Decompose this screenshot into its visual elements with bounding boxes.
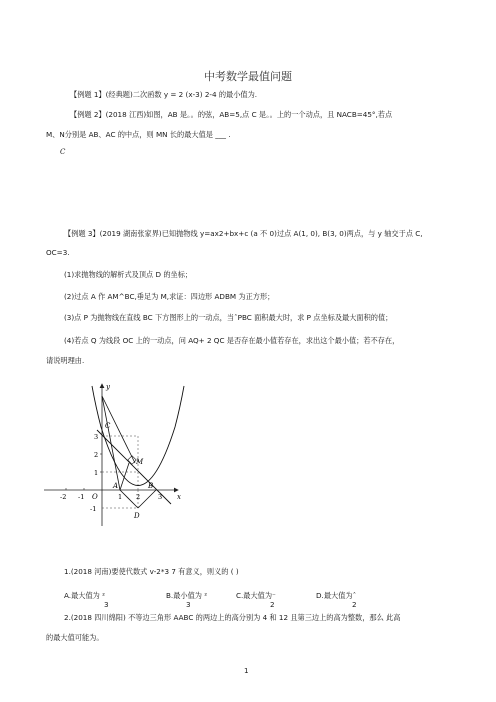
tick-x-2: 2 [136,493,141,501]
line-am [102,396,120,490]
problem-2-line-2: 的最大值可能为。 [46,633,104,642]
label-x: x [177,493,181,501]
example-3-line-2: OC=3. [46,248,70,257]
tick-x-m1: -1 [78,493,85,501]
page-number: 1 [244,666,249,675]
page-title: 中考数学最值问题 [204,70,292,83]
tick-y-1: 1 [94,469,99,477]
problem-2-line-1: 2.(2018 四川绵阳) 不等边三角形 AABC 的两边上的高分别为 4 和 12 且第三边上的高为整数，那么 此高 [64,613,401,622]
question-4-line-1: (4)若点 Q 为线段 OC 上的一动点，问 AQ+ 2 QC 是否存在最小值若存在，求出这个最小值；若不存在， [64,336,400,345]
label-c: C [105,422,111,430]
example-2-line-2: M、N分别是 AB、AC 的中点，则 MN 长的最大值是 ___ . [46,130,231,139]
option-b: B.最小值为 ² [166,591,208,600]
example-1: 【例题 1】(经典题)二次函数 y = 2 (x-3) 2-4 的最小值为. [70,90,258,99]
label-y: y [106,383,110,391]
question-3: (3)点 P 为抛物线在直线 BC 下方图形上的一动点，当ˆPBC 面积最大时，求 P 点坐标及最大面积的值； [64,313,393,322]
tick-x-m2: -2 [60,493,67,501]
question-2: (2)过点 A 作 AM^BC,垂足为 M,求证：四边形 ADBM 为正方形； [64,292,275,301]
figure-label-c: C [60,148,66,156]
tick-y-2: 2 [94,451,99,459]
label-o: O [92,493,98,501]
option-d-den: 2 [352,600,357,609]
option-b-den: 3 [186,600,191,609]
question-4-line-2: 请说明理由. [46,356,85,365]
tick-y-m1: -1 [90,505,97,513]
example-3-line-1: 【例题 3】(2019 湖南张家界)已知抛物线 y=ax2+bx+c (a 不 0)过点 A(1, 0), B(3, 0)两点，与 y 轴交于点 C, [64,229,423,238]
parabola-graph [40,378,200,530]
tick-x-3: 3 [158,493,163,501]
label-b: B [148,482,154,490]
label-a: A [113,482,119,490]
problem-1: 1.(2018 河南)要使代数式 v-2*3 7 有意义，则义的 ( ) [64,567,239,576]
option-a: A.最大值为 ² [64,591,105,600]
option-c-den: 2 [270,600,275,609]
option-a-den: 3 [104,600,109,609]
label-d: D [134,512,140,520]
question-1: (1)求抛物线的解析式及顶点 D 的坐标； [64,270,193,279]
tick-x-1: 1 [118,493,123,501]
option-d: D.最大值为ˆ [316,591,357,600]
label-m: M [136,458,144,466]
tick-y-3: 3 [94,433,99,441]
example-2-line-1: 【例题 2】(2018 江西)如图，AB 是。。的弦，AB=5,点 C 是。。上的一个动点，且 NACB=45°,若点 [70,110,393,119]
option-c: C.最大值为⁻ [236,591,276,600]
